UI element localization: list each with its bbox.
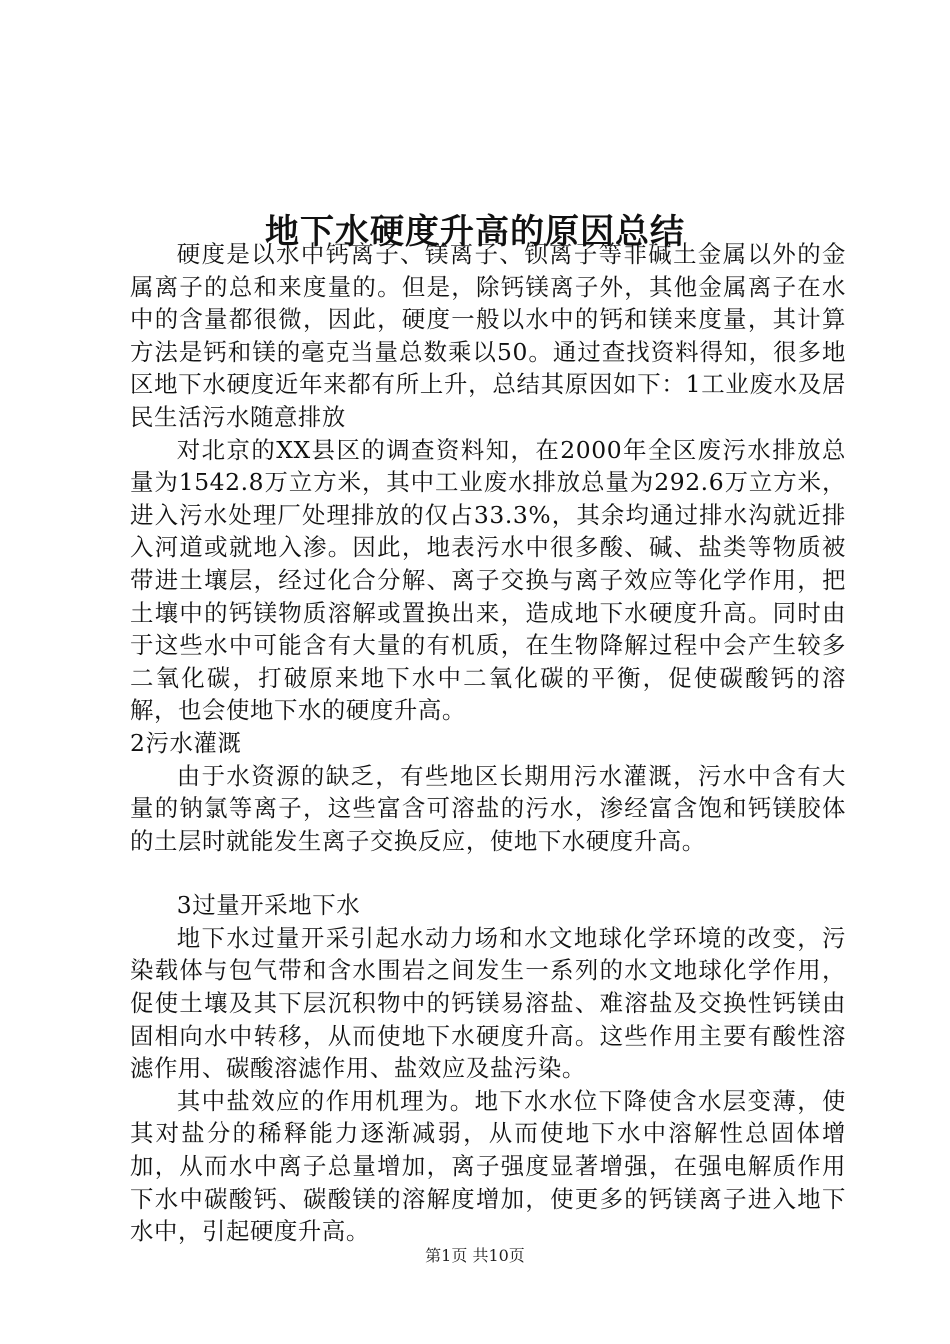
paragraph-overexploitation: 地下水过量开采引起水动力场和水文地球化学环境的改变，污染载体与包气带和含水围岩之间发生一系列的水文地球化学作用，促使土壤及其下层沉积物中的钙镁易溶盐、难溶盐及交换性钙镁由固相向水中转移，从而使地下水硬度升高。这些作用主要有酸性溶滤作用、碳酸溶滤作用、盐效应及盐污染。 [130, 923, 846, 1083]
paragraph-beijing-survey: 对北京的XX县区的调查资料知，在2000年全区废污水排放总量为1542.8万立方米，其中工业废水排放总量为292.6万立方米，进入污水处理厂处理排放的仅占33.3%，其余均通过排水沟就近排入河道或就地入渗。因此，地表污水中很多酸、碱、盐类等物质被带进土壤层，经过化合分解、离子交换与离子效应等化学作用，把土壤中的钙镁物质溶解或置换出来，造成地下水硬度升高。同时由于这些水中可能含有大量的有机质，在生物降解过程中会产生较多二氧化碳，打破原来地下水中二氧化碳的平衡，促使碳酸钙的溶解，也会使地下水的硬度升高。 [130, 435, 846, 725]
page-footer: 第1页 共10页 [425, 1246, 525, 1265]
paragraph-intro: 硬度是以水中钙离子、镁离子、钡离子等非碱土金属以外的金属离子的总和来度量的。但是，除钙镁离子外，其他金属离子在水中的含量都很微，因此，硬度一般以水中的钙和镁来度量，其计算方法是钙和镁的毫克当量总数乘以50。通过查找资料得知，很多地区地下水硬度近年来都有所上升，总结其原因如下：1工业废水及居民生活污水随意排放 [130, 240, 846, 431]
section-heading-overexploitation: 3过量开采地下水 [176, 891, 361, 920]
section-heading-sewage-irrigation: 2污水灌溉 [130, 728, 242, 757]
document-body [130, 238, 846, 1248]
paragraph-salt-effect: 其中盐效应的作用机理为。地下水水位下降使含水层变薄，使其对盐分的稀释能力逐渐减弱，从而使地下水中溶解性总固体增加，从而水中离子总量增加，离子强度显著增强，在强电解质作用下水中碳酸钙、碳酸镁的溶解度增加，使更多的钙镁离子进入地下水中，引起硬度升高。 [130, 1086, 846, 1246]
paragraph-sewage-irrigation: 由于水资源的缺乏，有些地区长期用污水灌溉，污水中含有大量的钠氯等离子，这些富含可溶盐的污水，渗经富含饱和钙镁胶体的土层时就能发生离子交换反应，使地下水硬度升高。 [130, 761, 846, 855]
page-title: 地下水硬度升高的原因总结 [265, 211, 685, 252]
